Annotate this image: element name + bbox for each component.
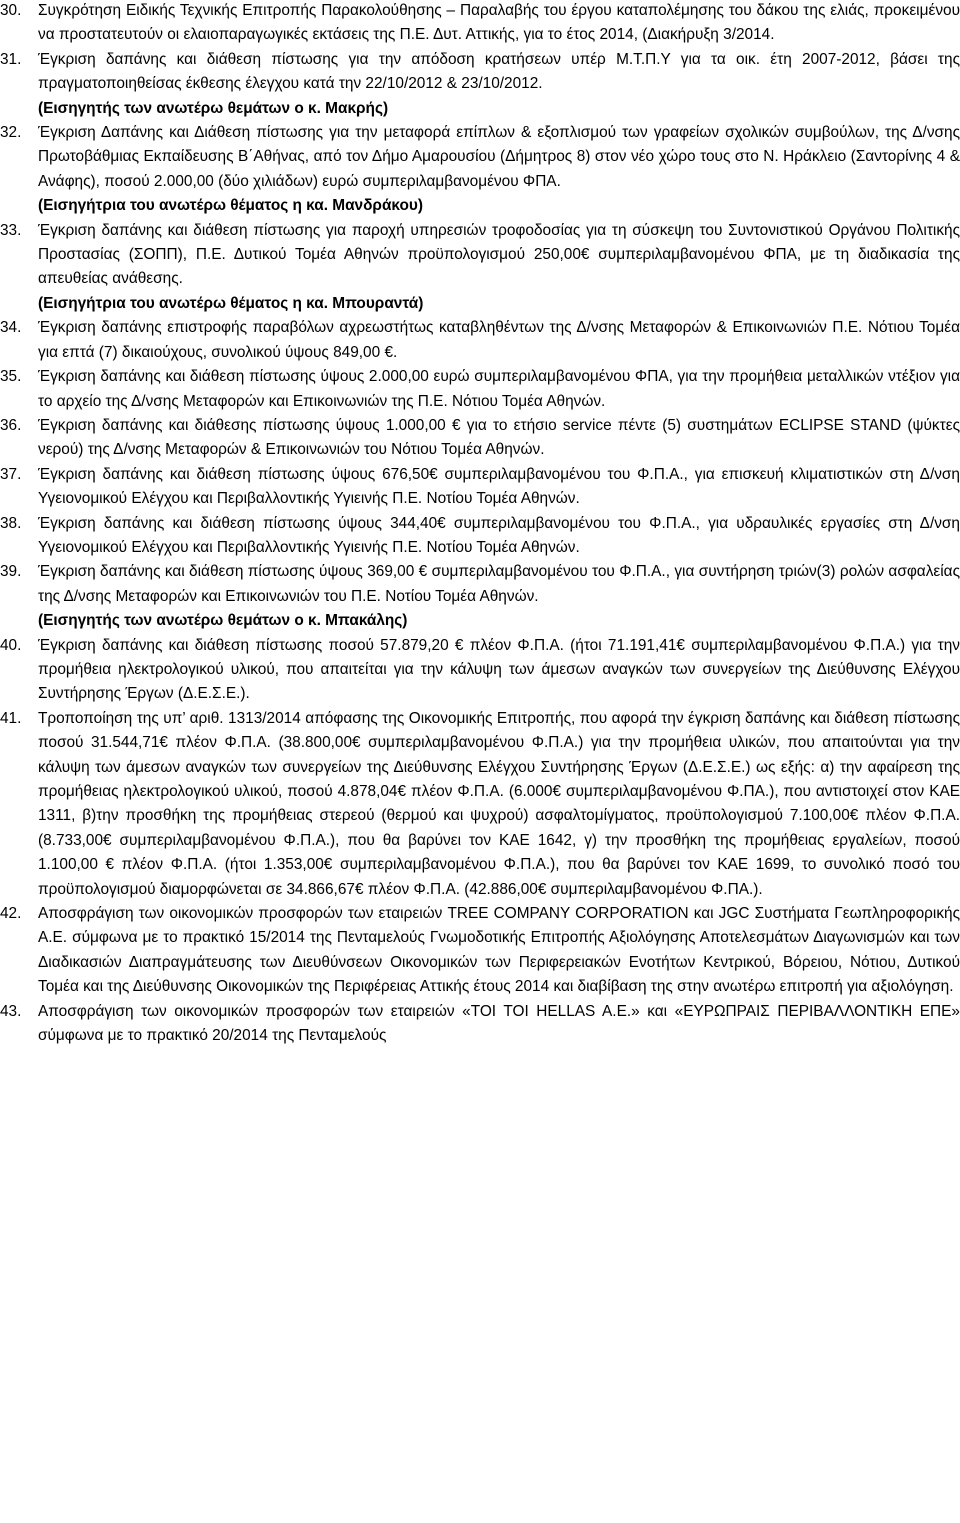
agenda-item-37 [0, 463, 960, 512]
item-number: 39. [0, 563, 22, 581]
item-text: Έγκριση δαπάνης και διάθεση πίστωσης ποσού 57.879,20 € πλέον Φ.Π.Α. (ήτοι 71.191,41€ συμπεριλαμβανομένου Φ.Π.Α.) για την προμήθεια ηλεκτρολογικού υλικού, που απαιτείται για την κάλυψη των άμεσων αναγκών των συνεργείων της Διεύθυνσης Ελέγχου Συντήρησης Έργων (Δ.Ε.Σ.Ε.). [38, 636, 960, 703]
item-number: 38. [0, 514, 22, 532]
item-number: 31. [0, 50, 22, 68]
item-text: Έγκριση δαπάνης και διάθεση πίστωσης για την απόδοση κρατήσεων υπέρ Μ.Τ.Π.Υ για τα οικ. έτη 2007-2012, βάσει της πραγματοποιηθείσας έκθεσης έλεγχου κατά την 22/10/2012 & 23/10/2012. [38, 50, 960, 93]
item-text: Έγκριση δαπάνης και διάθεση πίστωσης ύψους 369,00 € συμπεριλαμβανομένου του Φ.Π.Α., για συντήρηση τριών(3) ρολών ασφαλείας της Δ/νσης Μεταφορών και Επικοινωνιών του Π.Ε. Νοτίου Τομέα Αθηνών. [38, 563, 960, 605]
agenda-item-38 [0, 512, 960, 561]
rapporteur-note: (Εισηγητής των ανωτέρω θεμάτων ο κ. Μακρής) [38, 99, 389, 117]
item-number: 33. [0, 221, 22, 239]
item-number: 42. [0, 905, 22, 923]
item-number: 32. [0, 124, 22, 142]
item-number: 43. [0, 1002, 22, 1020]
item-number: 37. [0, 465, 22, 483]
agenda-item-41 [0, 707, 960, 902]
item-text: Έγκριση δαπάνης και διάθεσης πίστωσης ύψους 1.000,00 € για το ετήσιο service πέντε (5) συστημάτων ECLIPSE STAND (ψύκτες νερού) της Δ/νσης Μεταφορών & Επικοινωνιών του Νότιου Τομέα Αθηνών. [38, 416, 960, 459]
item-text: Έγκριση δαπάνης επιστροφής παραβόλων αχρεωστήτως καταβληθέντων της Δ/νσης Μεταφορών & Επικοινωνιών Π.Ε. Νότιου Τομέα για επτά (7) δικαιούχους, συνολικού ύψους 849,00 €. [38, 319, 960, 361]
agenda-item-39 [0, 560, 960, 633]
agenda-item-36 [0, 414, 960, 463]
rapporteur-note: (Εισηγήτρια του ανωτέρω θέματος η κα. Μπουραντά) [38, 294, 424, 312]
item-text: Έγκριση δαπάνης και διάθεση πίστωσης ύψους 344,40€ συμπεριλαμβανομένου του Φ.Π.Α., για υδραυλικές εργασίες στη Δ/νση Υγειονομικού Ελέγχου και Περιβαλλοντικής Υγιεινής Π.Ε. Νοτίου Τομέα Αθηνών. [38, 514, 960, 556]
item-text: Συγκρότηση Ειδικής Τεχνικής Επιτροπής Παρακολούθησης – Παραλαβής του έργου καταπολέμησης του δάκου της ελιάς, προκειμένου να προστατευτούν οι ελαιοπαραγωγικές εκτάσεις της Π.Ε. Δυτ. Αττικής, για το έτος 2014, (Διακήρυξη 3/2014. [38, 2, 960, 44]
agenda-item-40 [0, 634, 960, 707]
item-number: 40. [0, 636, 22, 654]
item-text: Έγκριση δαπάνης και διάθεση πίστωσης ύψους 676,50€ συμπεριλαμβανομένου του Φ.Π.Α., για επισκευή κλιματιστικών στη Δ/νση Υγειονομικού Ελέγχου και Περιβαλλοντικής Υγιεινής Π.Ε. Νοτίου Τομέα Αθηνών. [38, 465, 960, 508]
item-text: Αποσφράγιση των οικονομικών προσφορών των εταιρειών «TOI TOI HELLAS A.E.» και «ΕΥΡΩΠΡΑΙΣ ΠΕΡΙΒΑΛΛΟΝΤΙΚΗ ΕΠΕ» σύμφωνα με το πρακτικό 20/2014 της Πενταμελούς [38, 1002, 960, 1045]
agenda-item-30 [0, 0, 960, 48]
item-text: Έγκριση Δαπάνης και Διάθεση πίστωσης για την μεταφορά επίπλων & εξοπλισμού των γραφείων σχολικών συμβούλων, της Δ/νσης Πρωτοβάθμιας Εκπαίδευσης Β΄Αθήνας, από τον Δήμο Αμαρουσίου (Δήμητρος 8) στον νέο χώρο τους στο Ν. Ηράκλειο (Σαντορίνης 4 & Ανάφης), ποσού 2.000,00 (δύο χιλιάδων) ευρώ συμπεριλαμβανομένου ΦΠΑ. [38, 124, 960, 190]
item-number: 34. [0, 319, 22, 337]
item-number: 30. [0, 2, 22, 19]
item-text: Τροποποίηση της υπ’ αριθ. 1313/2014 απόφασης της Οικονομικής Επιτροπής, που αφορά την έγκριση δαπάνης και διάθεση πίστωσης ποσού 31.544,71€ πλέον Φ.Π.Α. (38.800,00€ συμπεριλαμβανομένου Φ.Π.Α.) για την προμήθεια υλικών, που απαιτούνται για την κάλυψη των άμεσων αναγκών των συνεργείων της Διεύθυνσης Ελέγχου Συντήρησης Έργων (Δ.Ε.Σ.Ε.) ως εξής: α) την αφαίρεση της προμήθειας ηλεκτρολογικού υλικού, ποσού 4.878,04€ πλέον Φ.Π.Α. (6.000€ συμπεριλαμβανομένου Φ.ΠΑ.), που αντιστοιχεί στον ΚΑΕ 1311, β)την προσθήκη της προμήθειας στερεού (θερμού και ψυχρού) ασφαλτομίγματος, προϋπολογισμού 7.100,00€ πλέον Φ.Π.Α. (8.733,00€ συμπεριλαμβανομένου Φ.Π.Α.), που θα βαρύνει τον ΚΑΕ 1642, γ) την προσθήκη της προμήθειας εργαλείων, ποσού 1.100,00 € πλέον Φ.Π.Α. (ήτοι 1.353,00€ συμπεριλαμβανομένου Φ.Π.Α.), που θα βαρύνει τον ΚΑΕ 1699, το συνολικό ποσό του προϋπολογισμού διαμορφώνεται σε 34.866,67€ πλέον Φ.Π.Α. (42.886,00€ συμπεριλαμβανομένου Φ.ΠΑ.). [38, 709, 960, 898]
agenda-item-31 [0, 48, 960, 121]
agenda-item-35 [0, 365, 960, 414]
item-number: 41. [0, 709, 22, 727]
item-text: Αποσφράγιση των οικονομικών προσφορών των εταιρειών TREE COMPANY CORPORATION και JGC Συστήματα Γεωπληροφορικής Α.Ε. σύμφωνα με το πρακτικό 15/2014 της Πενταμελούς Γνωμοδοτικής Επιτροπής Αξιολόγησης Αποτελεσμάτων Διαγωνισμών και των Διαδικασιών Διαπραγμάτευσης των Διευθύνσεων Οικονομικών των Περιφερειακών Ενοτήτων Κεντρικού, Βόρειου, Νότιου, Δυτικού Τομέα και της Διεύθυνσης Οικονομικών της Περιφέρειας Αττικής έτους 2014 και διαβίβαση της στην ανωτέρω επιτροπή για αξιολόγηση. [38, 905, 960, 996]
agenda-item-33 [0, 219, 960, 317]
item-text: Έγκριση δαπάνης και διάθεση πίστωσης ύψους 2.000,00 ευρώ συμπεριλαμβανομένου ΦΠΑ, για την προμήθεια μεταλλικών ντέξιον για το αρχείο της Δ/νσης Μεταφορών και Επικοινωνιών της Π.Ε. Νότιου Τομέα Αθηνών. [38, 368, 960, 410]
agenda-item-43 [0, 1000, 960, 1049]
rapporteur-note: (Εισηγητής των ανωτέρω θεμάτων ο κ. Μπακάλης) [38, 612, 408, 630]
item-number: 36. [0, 416, 22, 434]
agenda-item-34 [0, 316, 960, 365]
agenda-item-42 [0, 902, 960, 1000]
rapporteur-note: (Εισηγήτρια του ανωτέρω θέματος η κα. Μανδράκου) [38, 197, 423, 215]
item-number: 35. [0, 368, 22, 386]
agenda-item-32 [0, 121, 960, 219]
item-text: Έγκριση δαπάνης και διάθεση πίστωσης για παροχή υπηρεσιών τροφοδοσίας για τη σύσκεψη του Συντονιστικού Οργάνου Πολιτικής Προστασίας (ΣΟΠΠ), Π.Ε. Δυτικού Τομέα Αθηνών προϋπολογισμού 250,00€ συμπεριλαμβανομένου ΦΠΑ, με τη διαδικασία της απευθείας ανάθεσης. [38, 221, 960, 288]
